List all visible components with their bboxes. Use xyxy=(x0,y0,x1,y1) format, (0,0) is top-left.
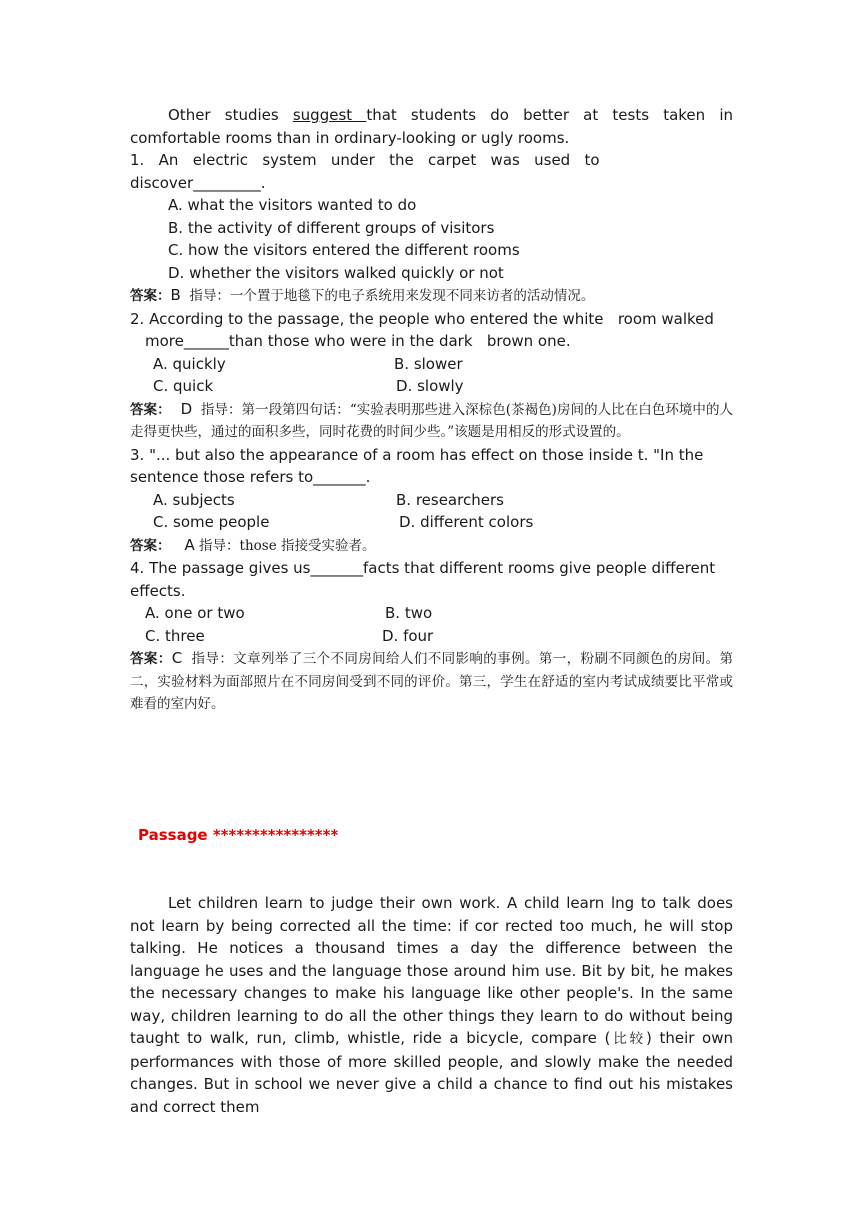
passage-section xyxy=(130,892,733,1118)
question-1-option-c: C. how the visitors entered the different rooms xyxy=(168,241,520,259)
question-3-option-b: B. researchers xyxy=(396,490,504,509)
question-3-option-d: D. different colors xyxy=(399,513,534,531)
question-3-stem-cont: sentence those refers to_______. xyxy=(130,468,371,486)
underlined-word: suggest xyxy=(292,106,367,124)
question-2-option-d: D. slowly xyxy=(396,377,464,395)
question-2-options-row-2 xyxy=(130,375,733,398)
question-2-option-a: A. quickly xyxy=(153,354,226,373)
question-2-stem: 2. According to the passage, the people who entered the white room walked xyxy=(130,309,714,328)
intro-text: Other studies xyxy=(168,106,293,124)
reading-section xyxy=(130,104,733,716)
question-4-stem: 4. The passage gives us_______facts that different rooms give people different xyxy=(130,559,716,577)
answer-4: 答案：C 指导：文章列举了三个不同房间给人们不同影响的事例。第一，粉刷不同颜色的房间。第二，实验材料为面部照片在不同房间受到不同的评价。第三，学生在舒适的室内考试成绩要比平常或难看的室内好。 xyxy=(130,649,733,712)
passage-title: Passage **************** xyxy=(138,826,339,844)
question-2-option-b: B. slower xyxy=(394,354,463,373)
question-4-option-b: B. two xyxy=(385,604,433,622)
question-4-option-a: A. one or two xyxy=(145,604,245,622)
question-1-option-a: A. what the visitors wanted to do xyxy=(168,196,417,214)
question-1-option-b: B. the activity of different groups of visitors xyxy=(168,218,495,237)
question-1-stem: 1. An electric system under the carpet was used to xyxy=(130,151,600,169)
question-4-option-c: C. three xyxy=(145,626,205,645)
question-2-option-c: C. quick xyxy=(153,377,214,395)
question-1-stem-cont: discover_________. xyxy=(130,173,266,192)
question-2-options-row-1 xyxy=(130,353,733,376)
passage-paragraph: Let children learn to judge their own work. A child learn lng to talk does not learn by being corrected all the time: if cor rected too much, he will stop talking. He notices a thousand times a day the difference between the language he uses and the language those around him use. Bit by bit, he makes the necessary changes to make his language like other people's. In the same way, children learning to do all the other things they learn to do without being taught to walk, run, climb, whistle, ride a bicycle, compare (比较) their own performances with those of more skilled people, and slowly make the needed changes. But in school we never give a child a chance to find out his mistakes and correct them xyxy=(130,894,734,1116)
question-3-stem: 3. "... but also the appearance of a room has effect on those inside t. "In the xyxy=(130,445,704,464)
question-4-options-row-1 xyxy=(130,602,733,625)
question-3-options-row-2 xyxy=(130,511,733,534)
question-1-option-d: D. whether the visitors walked quickly or not xyxy=(168,263,504,282)
question-3-option-a: A. subjects xyxy=(153,490,235,509)
question-4-option-d: D. four xyxy=(382,626,434,645)
question-4-stem-cont: effects. xyxy=(130,581,186,600)
question-3-options-row-1 xyxy=(130,489,733,512)
answer-1: 答案：B 指导：一个置于地毯下的电子系统用来发现不同来访者的活动情况。 xyxy=(130,286,595,304)
question-2-stem-cont: more______than those who were in the dark brown one. xyxy=(145,332,571,350)
question-4-options-row-2 xyxy=(130,625,733,648)
question-3-option-c: C. some people xyxy=(153,513,270,531)
answer-2: 答案： D 指导：第一段第四句话：“实验表明那些进入深棕色(茶褐色)房间的人比在白色环境中的人走得更快些，通过的面积多些，同时花费的时间少些。”该题是用相反的形式设置的。 xyxy=(130,399,733,440)
intro-paragraph xyxy=(130,104,733,149)
intro-text-rest: that students do better at tests taken in comfortable rooms than in ordinary-looking or ugly rooms. xyxy=(130,106,733,147)
answer-3: 答案： A 指导：those 指接受实验者。 xyxy=(130,535,376,554)
